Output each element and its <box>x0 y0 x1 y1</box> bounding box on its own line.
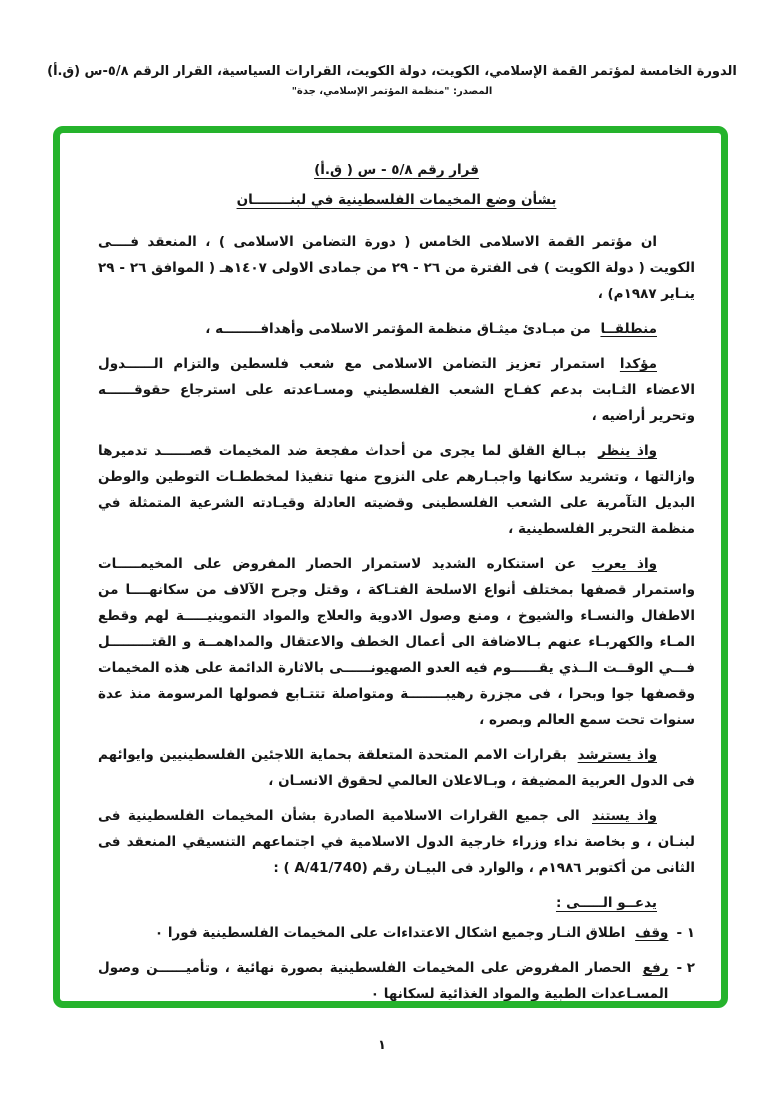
paragraph-viewing-text: ببـالغ القلق لما يجرى من أحداث مفجعة ضد المخيمات قصــــــد تدميرها وازالتها ، وتشريد سكانها واجبـارهم على النزوح منها تنفيذا لمخططـات التوطين والوطن البديل التآمرية على الشعب الفلسطينى وقضيته العادلة وقيـادته الشرعية المتمثلة في منظمة التحرير الفلسطينية ، <box>98 443 695 537</box>
paragraph-proceeding-lead: منطلقــا <box>600 321 657 337</box>
call-item-1-body <box>98 920 668 946</box>
resolution-number-title <box>98 157 695 183</box>
page-number: ١ <box>378 1038 386 1053</box>
paragraph-based-on <box>98 803 695 881</box>
call-item-2-body <box>98 955 668 1007</box>
paragraph-viewing-with-concern <box>98 438 695 542</box>
paragraph-based-lead: واذ يستند <box>592 808 657 824</box>
resolution-subject-title <box>98 187 695 213</box>
paragraph-guided-text: بقرارات الامم المتحدة المتعلقة بحماية اللاجئين الفلسطينيين وايوائهم فى الدول العربية المضيفة ، وبـالاعلان العالمي لحقوق الانسـان ، <box>98 747 695 789</box>
paragraph-viewing-lead: واذ ينظر <box>598 443 657 459</box>
call-item-1-lead: وقف <box>635 925 669 941</box>
paragraph-denouncing <box>98 551 695 733</box>
paragraph-affirming-text: استمرار تعزيز التضامن الاسلامى مع شعب فلسطين والتزام الــــــدول الاعضاء الثـابت بدعم كفـاح الشعب الفلسطيني ومسـاعدته على استرجاع حقوقــــــه وتحرير أراضيه ، <box>98 356 695 424</box>
paragraph-based-text: الى جميع القرارات الاسلامية الصادرة بشأن المخيمات الفلسطينية فى لبنـان ، و بخاصة نداء وزراء خارجية الدول الاسلامية في اجتماعهم التنسيقي المنعقد فى الثانى من أكتوبر ١٩٨٦م ، والوارد فى البيـان رقم (A/41/740 ) : <box>98 808 695 876</box>
paragraph-affirming <box>98 351 695 429</box>
paragraph-proceeding-text: من مبـادئ ميثـاق منظمة المؤتمر الاسلامى وأهدافــــــــه ، <box>205 321 591 337</box>
resolution-subject-text: بشأن وضع المخيمات الفلسطينية في لبنــــــــان <box>236 192 557 208</box>
paragraph-proceeding <box>98 316 695 342</box>
paragraph-denouncing-lead: واذ يعرب <box>591 556 657 572</box>
calls-heading <box>98 890 695 916</box>
call-item-2-lead: رفع <box>642 960 669 976</box>
paragraph-guided-by <box>98 742 695 794</box>
header-citation: الدورة الخامسة لمؤتمر القمة الإسلامي، الكويت، دولة الكويت، القرارات السياسية، القرار الرقم ٥/٨-س (ق.أ) <box>47 64 737 79</box>
header-source: المصدر: "منظمة المؤتمر الإسلامي، جدة" <box>291 86 493 97</box>
paragraph-denouncing-text: عن استنكاره الشديد لاستمرار الحصار المفروض على المخيمـــــات واستمرار قصفها بمختلف أنواع الاسلحة الفتـاكة ، وقتل وجرح الآلاف من سكانهــــا من الاطفال والنسـاء والشيوخ ، ومنع وصول الادوية والعلاج والمواد التموينيـــــة لهم وقطع المـاء والكهربـاء عنهم بـالاضافة الى أعمال الخطف والاعتقال والمداهمــة و القتـــــــــل فـــي الوقــت الــذي يقــــــوم فيه العدو الصهيونــــــى بالاثارة الدائمة على هذه المخيمات وقصفها جوا وبحرا ، فى مجزرة رهيبــــــــة ومتواصلة تتتـابع فصولها المرسومة منذ عدة سنوات تحت سمع العالم وبصره ، <box>98 556 695 728</box>
paragraph-guided-lead: واذ يسترشد <box>577 747 658 763</box>
paragraph-preamble-text: ان مؤتمر القمة الاسلامى الخامس ( دورة التضامن الاسلامى ) ، المنعقد فــــى الكويت ( دولة الكويت ) فى الفترة من ٢٦ - ٢٩ من جمادى الاولى ١٤٠٧هـ ( الموافق ٢٦ - ٢٩ ينـاير ١٩٨٧م) ، <box>98 234 695 302</box>
document-header <box>40 64 744 97</box>
call-item-1-text: اطلاق النـار وجميع اشكال الاعتداءات على المخيمات الفلسطينية فورا ٠ <box>154 925 626 941</box>
paragraph-affirming-lead: مؤكدا <box>619 356 657 372</box>
call-item-1 <box>98 920 695 946</box>
green-highlight-box <box>53 126 728 1008</box>
call-item-2 <box>98 955 695 1007</box>
resolution-body <box>60 133 721 1007</box>
call-item-2-number: ٢ - <box>676 960 695 976</box>
call-item-1-number: ١ - <box>676 925 695 941</box>
calls-heading-text: يدعــو الـــــى : <box>555 895 657 911</box>
paragraph-preamble <box>98 229 695 307</box>
call-item-2-text: الحصار المفروض على المخيمات الفلسطينية بصورة نهائية ، وتأميــــــن وصول المسـاعدات الطبية والمواد الغذائية لسكانها ٠ <box>98 960 669 1002</box>
resolution-number-text: قرار رقم ٥/٨ - س ( ق.أ) <box>314 162 479 178</box>
